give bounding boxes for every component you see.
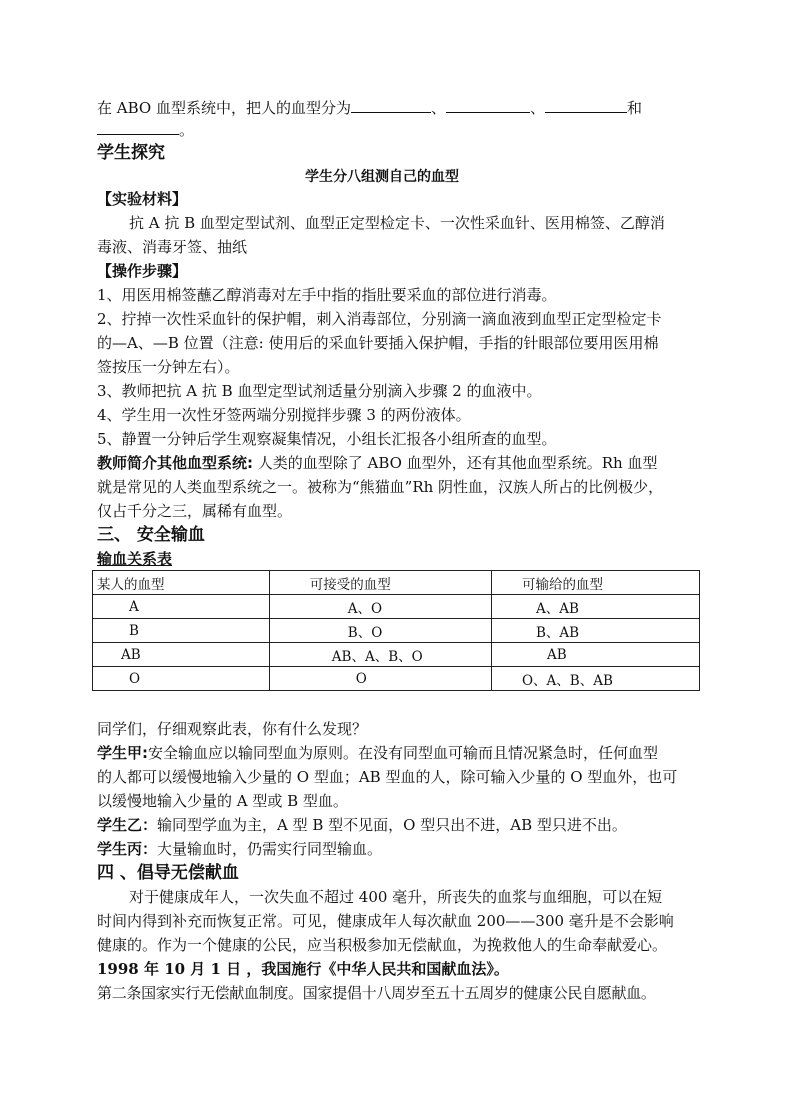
step-2-line-2: 的—A、—B 位置（注意: 使用后的采血针要插入保护帽，手指的针眼部位要用医用棉	[97, 334, 659, 352]
step-4: 4、学生用一次性牙签两端分别搅拌步骤 3 的两份液体。	[97, 406, 471, 424]
table-cell: B、O	[269, 619, 491, 643]
student-a-line-3: 以缓慢地输入少量的 A 型或 B 型血。	[97, 792, 348, 810]
table-cell: O、A、B、AB	[491, 667, 699, 691]
table-cell: AB	[491, 643, 699, 667]
student-b-line	[97, 814, 627, 836]
table-row	[93, 619, 700, 643]
steps-heading: 【操作步骤】	[97, 262, 188, 280]
separator: 和	[627, 99, 643, 117]
step-3: 3、教师把抗 A 抗 B 血型定型试剂适量分别滴入步骤 2 的血液中。	[97, 382, 542, 400]
section-heading-safe-transfusion: 三、 安全输血	[97, 525, 205, 545]
answer-blank-3[interactable]	[545, 96, 627, 113]
student-a-text: 安全输血应以输同型血为原则。在没有同型血可输而且情况紧急时，任何血型	[148, 744, 659, 762]
table-cell: A、AB	[491, 595, 699, 619]
separator: 、	[430, 99, 446, 117]
column-header: 可输给的血型	[491, 571, 699, 595]
period: 。	[179, 121, 195, 139]
teacher-text: 人类的血型除了 ABO 血型外，还有其他血型系统。Rh 血型	[253, 454, 658, 472]
section-heading-inquiry: 学生探究	[97, 143, 165, 163]
teacher-label: 教师简介其他血型系统:	[97, 454, 253, 472]
donation-para-line-3: 健康的。作为一个健康的公民，应当积极参加无偿献血，为挽救他人的生命奉献爱心。	[97, 936, 668, 954]
intro-prefix: 在 ABO 血型系统中，把人的血型分为	[97, 99, 351, 117]
table-cell: AB、A、B、O	[269, 643, 491, 667]
table-row	[93, 667, 700, 691]
student-a-line-1	[97, 742, 658, 764]
student-c-text: 大量输血时，仍需实行同型输血。	[157, 840, 383, 858]
teacher-intro-line-3: 仅占千分之三，属稀有血型。	[97, 502, 293, 520]
student-c-line	[97, 838, 382, 860]
table-row	[93, 595, 700, 619]
student-b-label: 学生乙：	[97, 816, 158, 834]
table-cell: B、AB	[491, 619, 699, 643]
student-b-text: 输同型学血为主，A 型 B 型不见面，O 型只出不进，AB 型只进不出。	[157, 816, 627, 834]
transfusion-table	[92, 570, 700, 691]
table-header-row	[93, 571, 700, 595]
step-5: 5、静置一分钟后学生观察凝集情况，小组长汇报各小组所查的血型。	[97, 430, 557, 448]
answer-blank-1[interactable]	[351, 96, 431, 113]
column-header: 某人的血型	[93, 571, 270, 595]
inquiry-subtitle: 学生分八组测自己的血型	[305, 169, 459, 185]
donation-para-line-2: 时间内得到补充而恢复正常。可见，健康成年人每次献血 200——300 毫升是不会影响	[97, 912, 674, 930]
separator: 、	[530, 99, 546, 117]
table-title: 输血关系表	[97, 550, 173, 568]
student-c-label: 学生丙：	[97, 840, 158, 858]
materials-text-1: 抗 A 抗 B 血型定型试剂、血型正定型检定卡、一次性采血针、医用棉签、乙醇消	[129, 214, 665, 232]
column-header: 可接受的血型	[269, 571, 491, 595]
law-line: 1998 年 10 月 1 日 ，我国施行《中华人民共和国献血法》。	[97, 960, 509, 978]
answer-blank-4[interactable]	[97, 118, 179, 135]
table-cell: B	[93, 619, 270, 643]
section-heading-donation: 四 、倡导无偿献血	[97, 863, 239, 883]
teacher-intro-line-2: 就是常见的人类血型系统之一。被称为“熊猫血”Rh 阴性血，汉族人所占的比例极少，	[97, 478, 664, 496]
table-cell: O	[269, 667, 491, 691]
step-2-line-3: 签按压一分钟左右）。	[97, 358, 240, 376]
teacher-intro-line-1	[97, 452, 657, 474]
intro-question-cont	[97, 118, 194, 141]
answer-blank-2[interactable]	[446, 96, 530, 113]
materials-heading: 【实验材料】	[97, 190, 188, 208]
materials-text-2: 毒液、消毒牙签、抽纸	[97, 238, 248, 256]
table-cell: AB	[93, 643, 270, 667]
step-1: 1、用医用棉签蘸乙醇消毒对左手中指的指肚要采血的部位进行消毒。	[97, 286, 557, 304]
intro-question	[97, 96, 642, 119]
donation-para-line-1: 对于健康成年人，一次失血不超过 400 毫升，所丧失的血浆与血细胞，可以在短	[129, 888, 663, 906]
step-2-line-1: 2、拧掉一次性采血针的保护帽，刺入消毒部位，分别滴一滴血液到血型正定型检定卡	[97, 310, 662, 328]
table-row	[93, 643, 700, 667]
table-cell: A、O	[269, 595, 491, 619]
table-cell: A	[93, 595, 270, 619]
observation-question: 同学们，仔细观察此表，你有什么发现？	[97, 720, 368, 738]
student-a-line-2: 的人都可以缓慢地输入少量的 O 型血；AB 型血的人，除可输入少量的 O 型血外，也可	[97, 768, 678, 786]
law-article-line: 第二条国家实行无偿献血制度。国家提倡十八周岁至五十五周岁的健康公民自愿献血。	[97, 984, 656, 1002]
student-a-label: 学生甲:	[97, 744, 148, 762]
table-cell: O	[93, 667, 270, 691]
